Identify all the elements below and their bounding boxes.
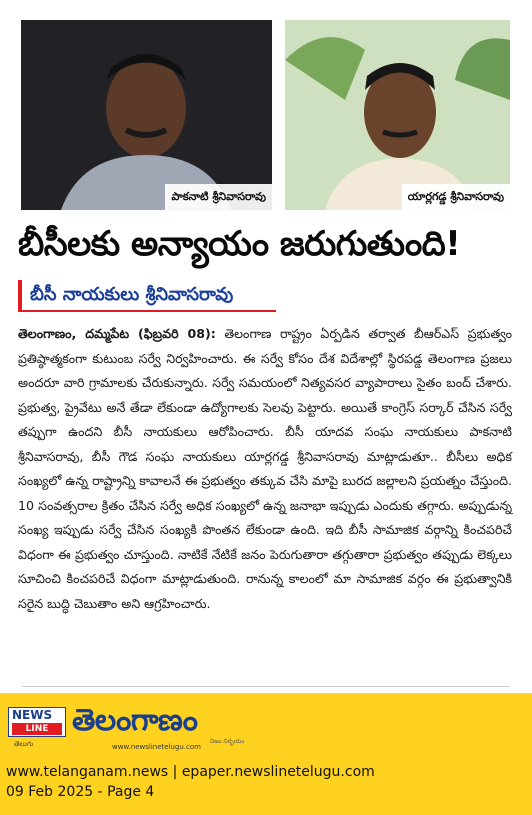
newsline-logo[interactable] — [8, 707, 66, 737]
photo-strip — [0, 0, 532, 212]
portrait-left-image — [21, 20, 272, 210]
brand-tagline: నిజం నిర్భయం — [210, 738, 245, 745]
logo-sub-text: తెలుగు — [14, 740, 34, 748]
subheadline-box — [18, 280, 276, 312]
photo-left-caption: పాకనాటి శ్రీనివాసరావు — [165, 184, 272, 210]
logo-line-text: LINE — [12, 723, 62, 735]
photo-yarlagadda — [285, 20, 510, 210]
article-body — [18, 322, 512, 616]
headline: బీసీలకు అన్యాయం జరుగుతుంది! — [18, 224, 461, 264]
article-text: తెలంగాణ రాష్ట్రం ఏర్పడిన తర్వాత బీఆర్ఎస్ ప్రభుత్వం ప్రతిష్ఠాత్మకంగా కుటుంబ సర్వే నిర్వహించారు. ఈ సర్వే కోసం దేశ విదేశాల్లో స్థిరపడ్డ తెలంగాణ ప్రజలు అందరూ వారి గ్రామాలకు చేరుకున్నారు. సర్వే సమయంలో నిత్యవసర వ్యాపారాలు సైతం బంద్ చేశారు. ప్రభుత్వ, ప్రైవేటు అనే తేడా లేకుండా ఉద్యోగాలకు సెలవు పెట్టారు. అయితే కాంగ్రెస్ సర్కార్ చేసిన సర్వే తప్పుగా ఉందని బీసీ నాయకులు ఆరోపించారు. బీసీ యాదవ సంఘ నాయకులు పాకనాటి శ్రీనివాసరావు, బీసీ గౌడ సంఘ నాయకులు యార్లగడ్డ శ్రీనివాసరావు మాట్లాడుతూ.. బీసీలు అధిక సంఖ్యలో ఉన్న రాష్ట్రాన్ని కావాలనే ఈ ప్రభుత్వం తక్కువ చేసి మాపై బురద జల్లాలని ప్రయత్నం చేస్తుంది. 10 సంవత్సరాల క్రితం చేసిన సర్వే అధిక సంఖ్యలో ఉన్న జనాభా ఇప్పుడు ఎందుకు తగ్గారు. అప్పుడున్న సంఖ్య ఇప్పుడు సర్వే చేసిన సంఖ్యకి పొంతన లేకుండా ఉంది. ఇది బీసీ సామాజిక వర్గాన్ని కించపరిచే విధంగా ఈ ప్రభుత్వం చూస్తుంది. నాటికే నేటికే జనం పెరుగుతారా తగ్గుతారా ప్రభుత్వం తప్పుడు లెక్కలు సూచించి కించపరిచే విధంగా మాట్లాడుతుంది. రానున్న కాలంలో మా సామాజిక వర్గం ఈ ప్రభుత్వానికి సరైన బుద్ధి చెబుతాం అని ఆగ్రహించారు. — [18, 326, 512, 611]
page-info: 09 Feb 2025 - Page 4 — [6, 784, 155, 800]
footer-banner — [0, 693, 532, 815]
photo-right-caption: యార్లగడ్డ శ్రీనివాసరావు — [402, 184, 510, 210]
logo-news-text: NEWS — [12, 708, 53, 722]
footer-links[interactable]: www.telanganam.news | epaper.newslinetelugu.com — [6, 764, 375, 780]
divider — [22, 686, 510, 687]
article-dateline: తెలంగాణం, దమ్మపేట (ఫిబ్రవరి 08): — [18, 326, 216, 341]
portrait-right-image — [285, 20, 510, 210]
brand-title: తెలంగాణం — [72, 703, 198, 738]
subheadline: బీసీ నాయకులు శ్రీనివాసరావు — [30, 284, 234, 305]
brand-url[interactable]: www.newslinetelugu.com — [112, 743, 201, 751]
photo-pakanati — [21, 20, 272, 210]
